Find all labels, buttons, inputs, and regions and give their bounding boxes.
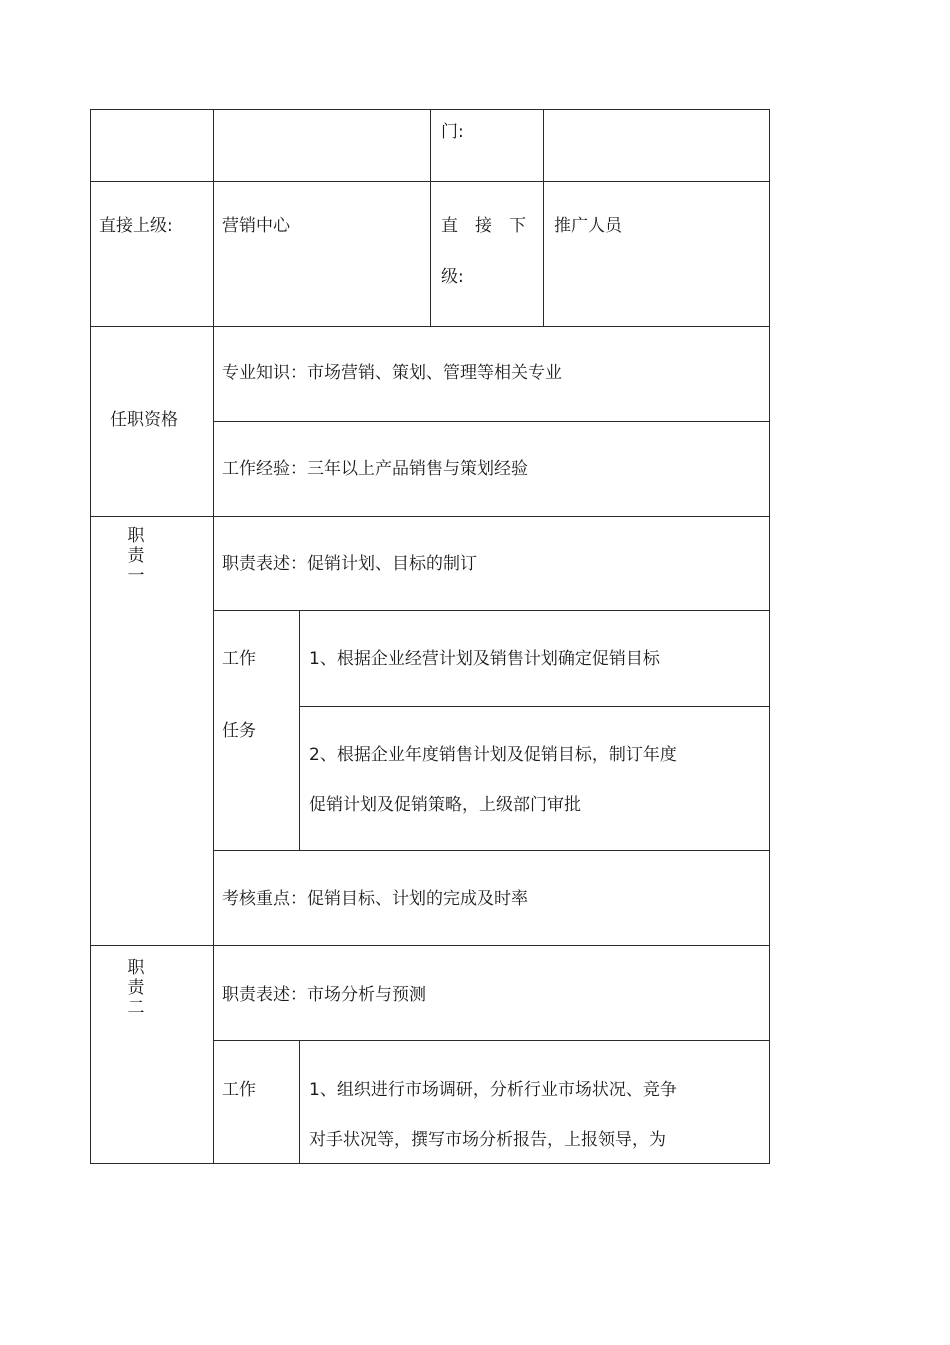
duty2-task1: 对手状况等，撰写市场分析报告，上报领导，为 [309,1130,666,1150]
qualification-label: 任职资格 [110,410,178,430]
subordinate-value: 推广人员 [554,216,622,236]
experience-requirement: 工作经验：三年以上产品销售与策划经验 [222,459,528,479]
superior-value: 营销中心 [222,216,290,236]
row-divider [299,706,770,707]
table-border-left [90,109,91,1164]
duty1-task-label: 工作 [222,649,256,669]
column-divider [213,109,214,1164]
column-divider [430,109,431,327]
duty2-description: 职责表述：市场分析与预测 [222,985,426,1005]
duty2-label-char: 责 [127,978,145,998]
column-divider [543,109,544,327]
duty2-task1: 1、组织进行市场调研，分析行业市场状况、竞争 [309,1080,677,1100]
column-divider [299,610,300,851]
duty1-label-char: 责 [127,546,145,566]
duty1-assessment: 考核重点：促销目标、计划的完成及时率 [222,889,528,909]
row-divider [90,945,770,946]
duty1-task-label: 任务 [222,721,256,741]
duty2-label-char: 二 [127,998,145,1018]
duty1-label-char: 职 [127,526,145,546]
department-label-tail: 门: [441,122,464,142]
table-border-right [769,109,770,1164]
duty2-label-char: 职 [127,958,145,978]
duty2-task-label: 工作 [222,1080,256,1100]
subordinate-label: 直 接 下 [441,216,526,236]
row-divider [213,850,770,851]
row-divider [213,421,770,422]
duty1-label-char: 一 [127,566,145,586]
duty1-task2: 2、根据企业年度销售计划及促销目标，制订年度 [309,745,677,765]
row-divider [213,1040,770,1041]
duty1-description: 职责表述：促销计划、目标的制订 [222,554,477,574]
subordinate-label: 级: [441,267,464,287]
knowledge-requirement: 专业知识：市场营销、策划、管理等相关专业 [222,363,562,383]
row-divider [213,610,770,611]
superior-label: 直接上级: [99,216,173,236]
column-divider [299,1040,300,1164]
duty1-task1: 1、根据企业经营计划及销售计划确定促销目标 [309,649,660,669]
table-border-bottom [90,1163,770,1164]
duty1-label [126,526,146,586]
duty2-label [126,958,146,1018]
row-divider [90,516,770,517]
duty1-task2: 促销计划及促销策略，上级部门审批 [309,795,581,815]
